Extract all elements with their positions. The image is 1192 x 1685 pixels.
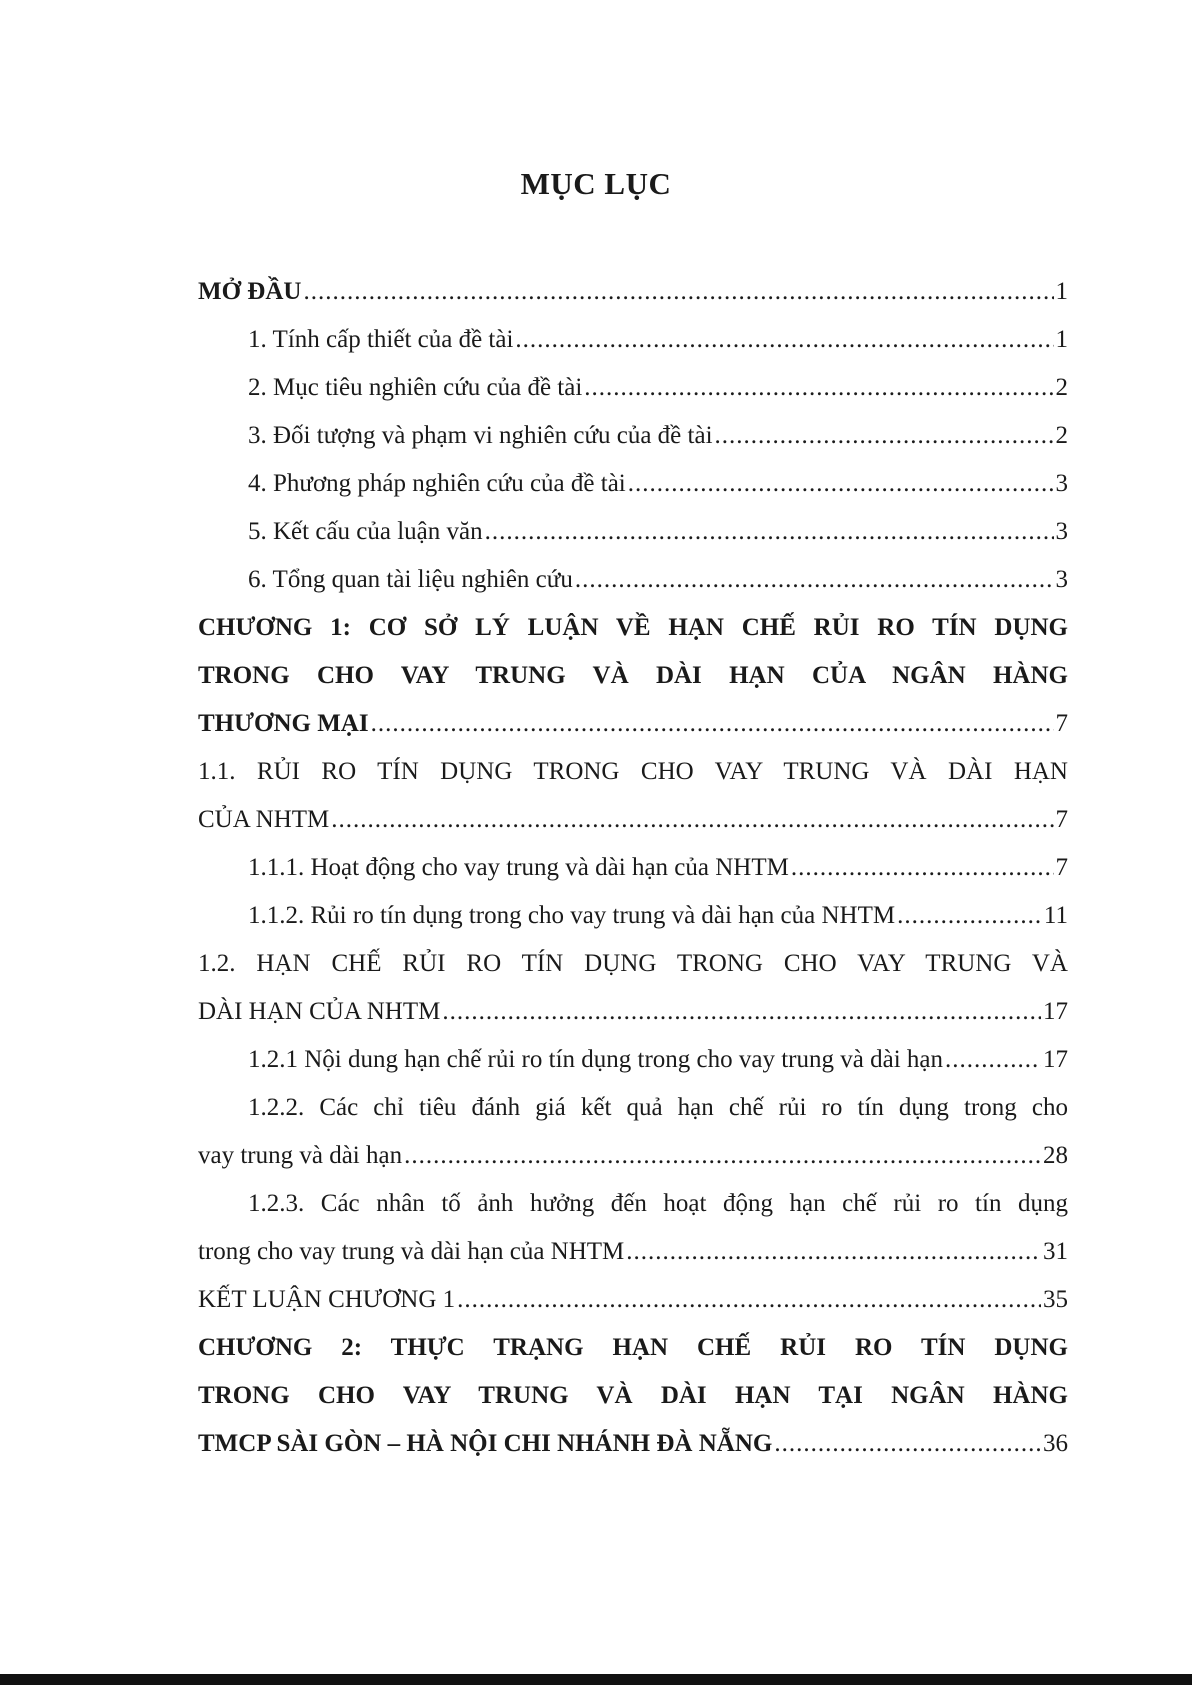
dot-leader <box>791 844 1054 892</box>
toc-page-number: 7 <box>1055 710 1068 737</box>
toc-entry-label: THƯƠNG MẠI <box>198 710 369 737</box>
toc-entry-section-1-1[interactable] <box>198 796 1068 844</box>
toc-section-1-2-3-line1[interactable]: 1.2.3. Các nhân tố ảnh hưởng đến hoạt động hạn chế rủi ro tín dụng <box>248 1190 1068 1217</box>
table-of-contents <box>198 268 1068 1468</box>
toc-entry-intro-1[interactable] <box>198 316 1068 364</box>
toc-page-number: 2 <box>1055 374 1068 401</box>
toc-entry-label: KẾT LUẬN CHƯƠNG 1 <box>198 1286 456 1313</box>
toc-entry-label: 2. Mục tiêu nghiên cứu của đề tài <box>248 374 583 401</box>
toc-entry-section-1-2-2[interactable] <box>198 1132 1068 1180</box>
dot-leader <box>442 988 1041 1036</box>
toc-page-number: 1 <box>1055 278 1068 305</box>
toc-page-number: 17 <box>1043 998 1068 1025</box>
toc-chapter1-line2[interactable]: TRONG CHO VAY TRUNG VÀ DÀI HẠN CỦA NGÂN HÀNG <box>198 662 1068 689</box>
toc-entry-label: 5. Kết cấu của luận văn <box>248 518 483 545</box>
toc-entry-label: 6. Tổng quan tài liệu nghiên cứu <box>248 566 573 593</box>
dot-leader <box>626 1228 1041 1276</box>
toc-entry-intro-3[interactable] <box>198 412 1068 460</box>
toc-page-number: 7 <box>1055 806 1068 833</box>
toc-entry-label: TMCP SÀI GÒN – HÀ NỘI CHI NHÁNH ĐÀ NẴNG <box>198 1430 773 1457</box>
toc-section-1-2-line1[interactable]: 1.2. HẠN CHẾ RỦI RO TÍN DỤNG TRONG CHO VAY TRUNG VÀ <box>198 950 1068 977</box>
toc-entry-label: 1. Tính cấp thiết của đề tài <box>248 326 514 353</box>
toc-chapter2-line1[interactable]: CHƯƠNG 2: THỰC TRẠNG HẠN CHẾ RỦI RO TÍN DỤNG <box>198 1334 1068 1361</box>
dot-leader <box>371 700 1054 748</box>
toc-entry-label: MỞ ĐẦU <box>198 278 302 305</box>
dot-leader <box>331 796 1053 844</box>
toc-chapter2-line2[interactable]: TRONG CHO VAY TRUNG VÀ DÀI HẠN TẠI NGÂN HÀNG <box>198 1382 1068 1409</box>
dot-leader <box>404 1132 1041 1180</box>
dot-leader <box>575 556 1054 604</box>
toc-entry-intro-2[interactable] <box>198 364 1068 412</box>
dot-leader <box>897 892 1042 940</box>
toc-page-number: 7 <box>1055 854 1068 881</box>
toc-entry-label: CỦA NHTM <box>198 806 330 833</box>
toc-entry-intro-6[interactable] <box>198 556 1068 604</box>
toc-entry-label: 4. Phương pháp nghiên cứu của đề tài <box>248 470 626 497</box>
toc-page-number: 3 <box>1055 470 1068 497</box>
toc-entry-section-1-1-2[interactable] <box>198 892 1068 940</box>
toc-page-number: 28 <box>1043 1142 1068 1169</box>
toc-page-number: 35 <box>1043 1286 1068 1313</box>
toc-entry-label: 1.1.2. Rủi ro tín dụng trong cho vay trung và dài hạn của NHTM <box>248 902 896 929</box>
toc-page-number: 3 <box>1055 518 1068 545</box>
toc-entry-label: DÀI HẠN CỦA NHTM <box>198 998 441 1025</box>
toc-entry-label: 1.2.1 Nội dung hạn chế rủi ro tín dụng trong cho vay trung và dài hạn <box>248 1046 943 1073</box>
toc-section-1-1-line1[interactable]: 1.1. RỦI RO TÍN DỤNG TRONG CHO VAY TRUNG VÀ DÀI HẠN <box>198 758 1068 785</box>
toc-entry-label: 1.1.1. Hoạt động cho vay trung và dài hạn của NHTM <box>248 854 789 881</box>
dot-leader <box>584 364 1053 412</box>
dot-leader <box>515 316 1053 364</box>
toc-entry-section-1-2[interactable] <box>198 988 1068 1036</box>
toc-entry-intro-5[interactable] <box>198 508 1068 556</box>
toc-chapter1-line1[interactable]: CHƯƠNG 1: CƠ SỞ LÝ LUẬN VỀ HẠN CHẾ RỦI RO TÍN DỤNG <box>198 614 1068 641</box>
dot-leader <box>485 508 1054 556</box>
dot-leader <box>774 1420 1041 1468</box>
toc-entry-label: vay trung và dài hạn <box>198 1142 403 1169</box>
toc-page-number: 31 <box>1043 1238 1068 1265</box>
toc-entry-chapter2[interactable] <box>198 1420 1068 1468</box>
scan-bottom-border <box>0 1674 1192 1685</box>
dot-leader <box>457 1276 1041 1324</box>
toc-page-number: 3 <box>1055 566 1068 593</box>
toc-section-1-2-2-line1[interactable]: 1.2.2. Các chỉ tiêu đánh giá kết quả hạn chế rủi ro tín dụng trong cho <box>248 1094 1068 1121</box>
toc-entry-intro-4[interactable] <box>198 460 1068 508</box>
toc-entry-mo-dau[interactable] <box>198 268 1068 316</box>
toc-page-number: 17 <box>1043 1046 1068 1073</box>
toc-entry-chapter1[interactable] <box>198 700 1068 748</box>
dot-leader <box>945 1036 1041 1084</box>
toc-page-number: 1 <box>1055 326 1068 353</box>
toc-entry-section-1-2-1[interactable] <box>198 1036 1068 1084</box>
toc-page-number: 11 <box>1043 902 1068 929</box>
toc-entry-section-1-2-3[interactable] <box>198 1228 1068 1276</box>
page-title: MỤC LỤC <box>520 166 672 201</box>
dot-leader <box>715 412 1054 460</box>
toc-entry-label: 3. Đối tượng và phạm vi nghiên cứu của đề tài <box>248 422 713 449</box>
toc-page-number: 36 <box>1043 1430 1068 1457</box>
dot-leader <box>303 268 1053 316</box>
toc-entry-ket-luan-chuong-1[interactable] <box>198 1276 1068 1324</box>
toc-entry-label: trong cho vay trung và dài hạn của NHTM <box>198 1238 625 1265</box>
toc-entry-section-1-1-1[interactable] <box>198 844 1068 892</box>
toc-page-number: 2 <box>1055 422 1068 449</box>
dot-leader <box>628 460 1054 508</box>
